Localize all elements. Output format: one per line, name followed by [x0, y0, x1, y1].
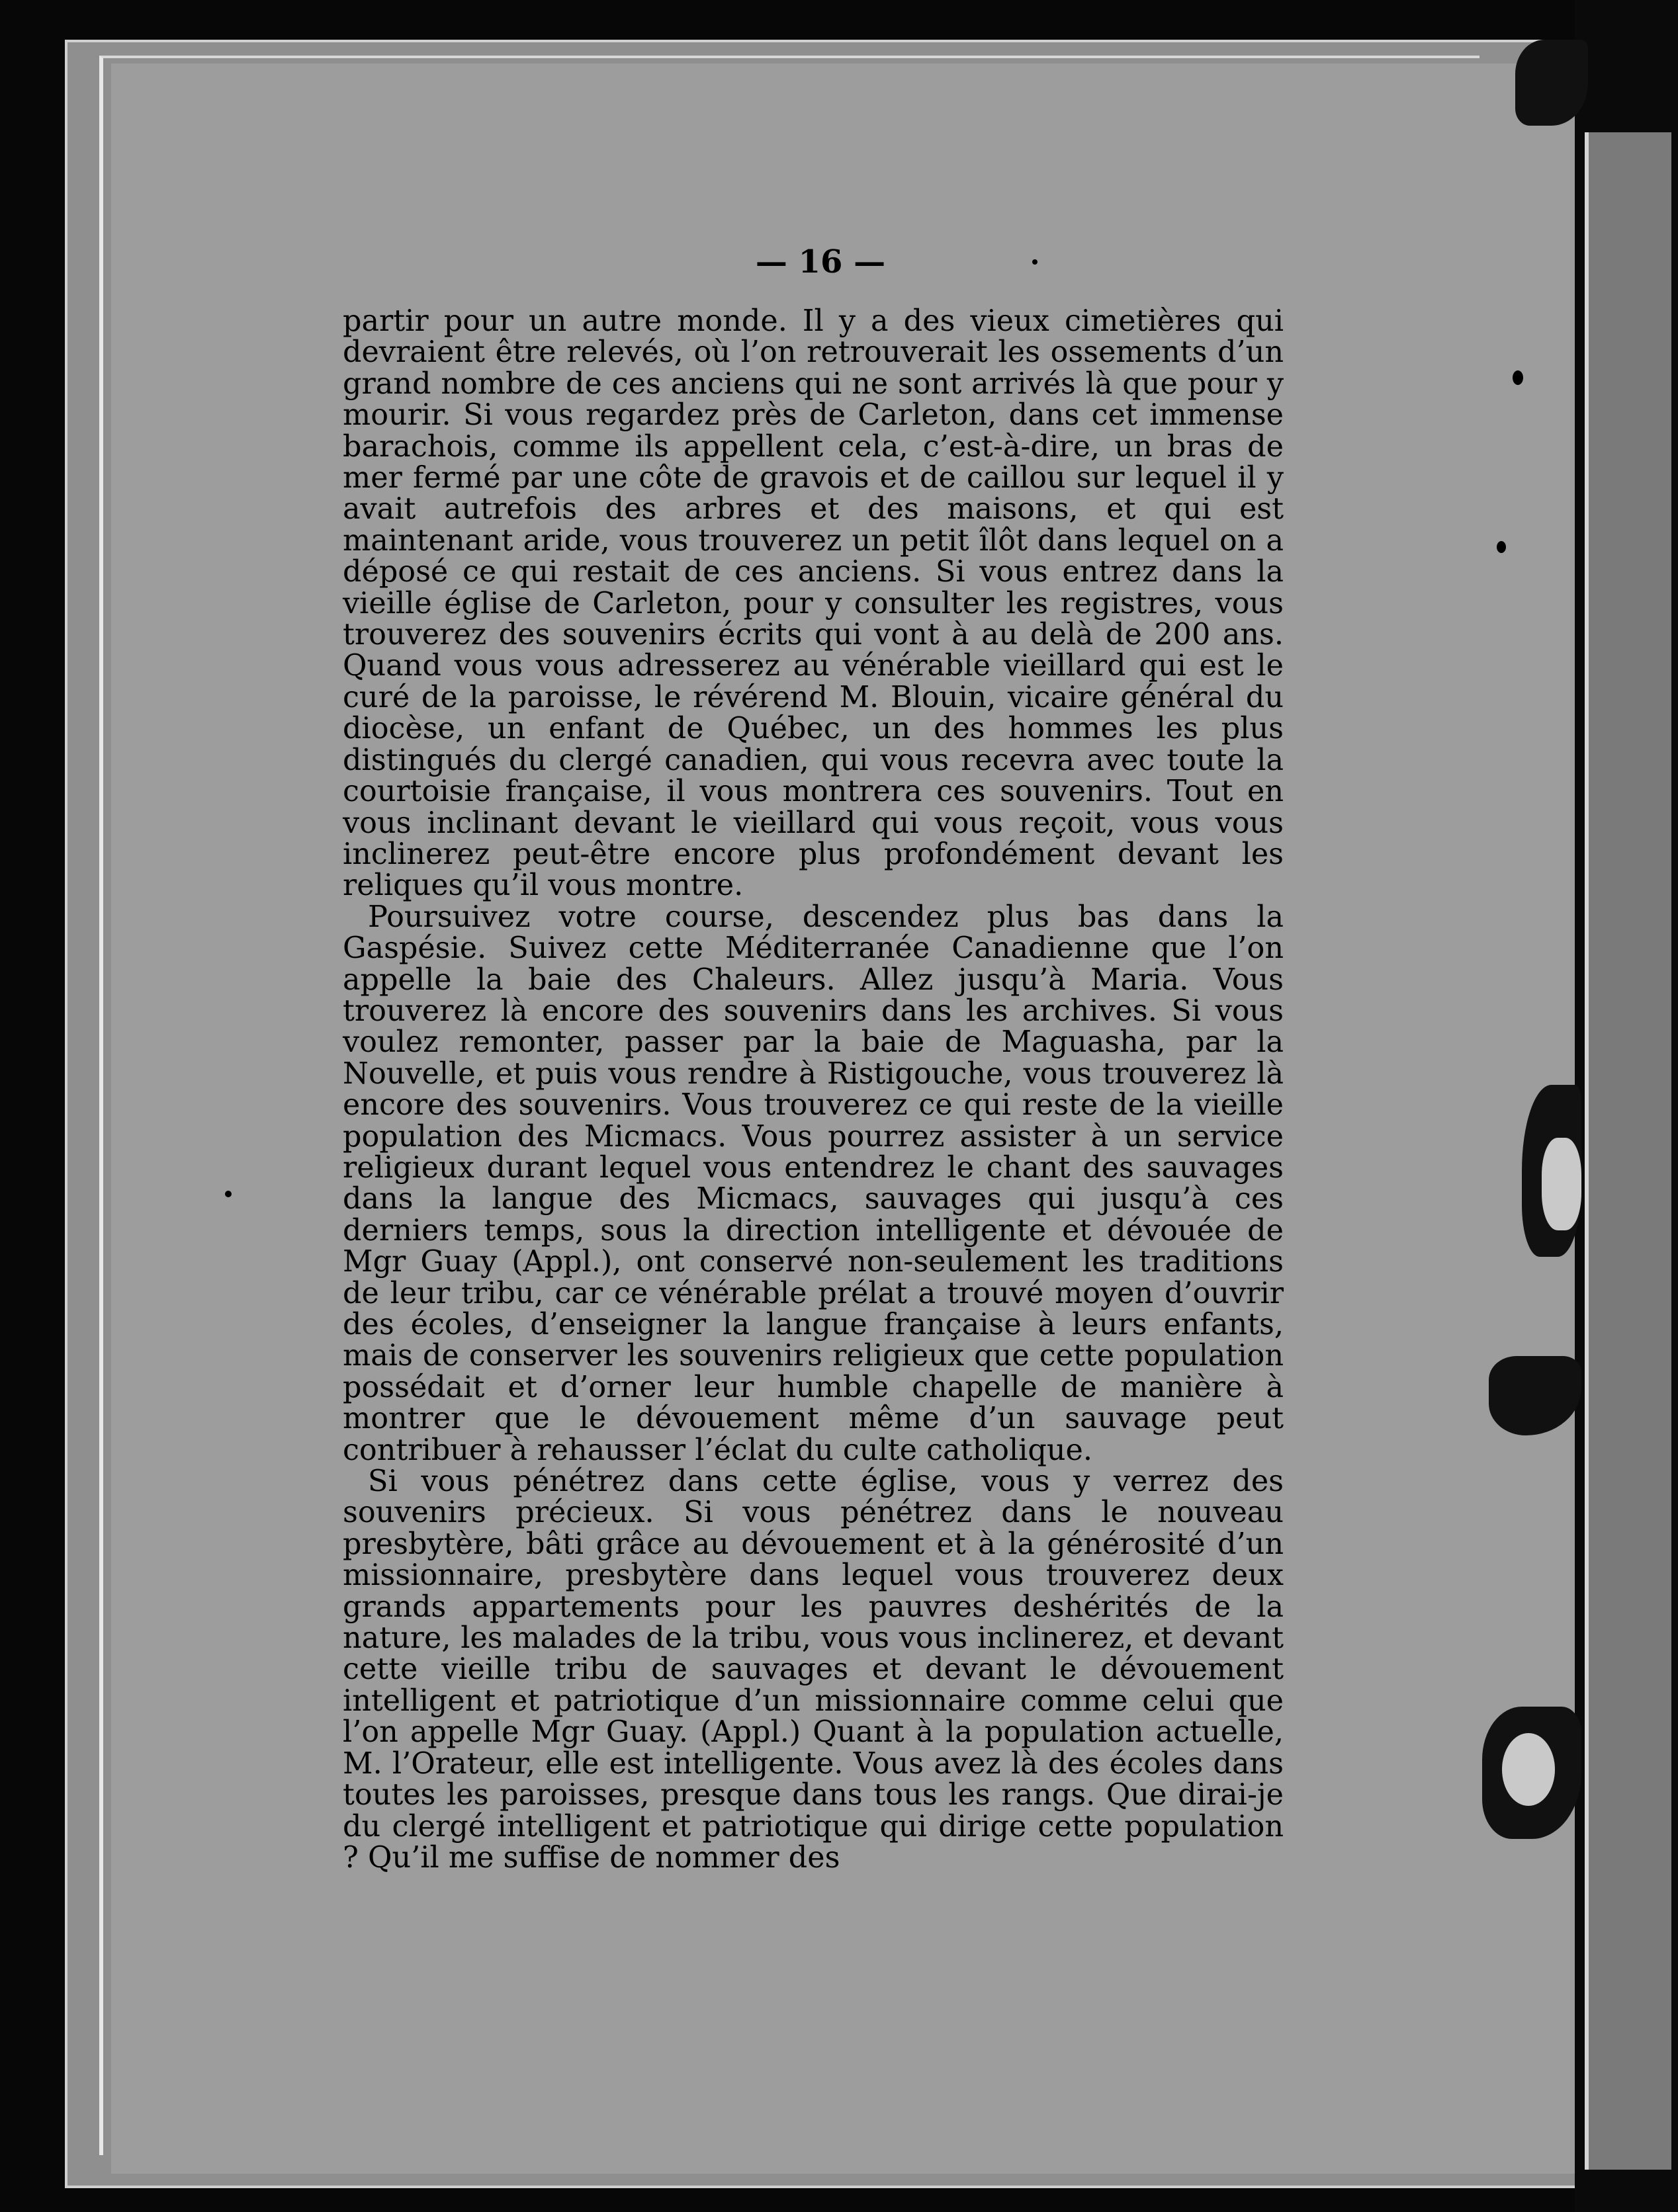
- paragraph: Poursuivez votre course, descendez plus bas dans la Gaspésie. Suivez cette Méditerranée Canadienne que l’on appelle la baie des Chaleurs. Allez jusqu’à Maria. Vous trouverez là encore des souvenirs dans les archives. Si vous voulez remonter, passer par la baie de Maguasha, par la Nouvelle, et puis vous rendre à Ristigouche, vous trouverez là encore des souvenirs. Vous trouverez ce qui reste de la vieille population des Micmacs. Vous pourrez assister à un service religieux durant lequel vous entendrez le chant des sauvages dans la langue des Micmacs, sauvages qui jusqu’à ces derniers temps, sous la direction intelligente et dévouée de Mgr Guay (Appl.), ont conservé non-seulement les traditions de leur tribu, car ce vénérable prélat a trouvé moyen d’ouvrir des écoles, d’enseigner la langue française à leurs enfants, mais de conserver les souvenirs religieux que cette population possédait et d’orner leur humble chapelle de manière à montrer que le dévouement même d’un sauvage peut contribuer à rehausser l’éclat du culte catholique.: [343, 900, 1284, 1467]
- tear-mark: [1515, 40, 1588, 126]
- page-number: — 16 —: [755, 243, 886, 280]
- ink-speck: [1497, 541, 1506, 553]
- adjacent-page-edge: [1585, 132, 1671, 2170]
- ink-speck: [1513, 370, 1523, 385]
- ink-speck: [1032, 259, 1038, 265]
- tear-mark: [1502, 1733, 1555, 1806]
- body-text: [343, 306, 1284, 1873]
- paragraph: Si vous pénétrez dans cette église, vous y verrez des souvenirs précieux. Si vous pénétrez dans le nouveau presbytère, bâti grâce au dévouement et à la générosité d’un missionnaire, presbytère dans lequel vous trouverez deux grands appartements pour les pauvres deshérités de la nature, les malades de la tribu, vous vous inclinerez, et devant cette vieille tribu de sauvages et devant le dévouement intelligent et patriotique d’un missionnaire comme celui que l’on appelle Mgr Guay. (Appl.) Quant à la population actuelle, M. l’Orateur, elle est intelligente. Vous avez là des écoles dans toutes les paroisses, presque dans tous les rangs. Que dirai-je du clergé intelligent et patriotique qui dirige cette population ? Qu’il me suffise de nommer des: [343, 1465, 1284, 1875]
- tear-mark: [1542, 1138, 1581, 1230]
- ink-speck: [225, 1191, 232, 1197]
- paragraph: partir pour un autre monde. Il y a des vieux cimetières qui devraient être relevés, où l’on retrouverait les ossements d’un grand nombre de ces anciens qui ne sont arrivés là que pour y mourir. Si vous regardez près de Carleton, dans cet immense barachois, comme ils appellent cela, c’est-à-dire, un bras de mer fermé par une côte de gravois et de caillou sur lequel il y avait autrefois des arbres et des maisons, et qui est maintenant aride, vous trouverez un petit îlôt dans lequel on a déposé ce qui restait de ces anciens. Si vous entrez dans la vieille église de Carleton, pour y consulter les registres, vous trouverez des souvenirs écrits qui vont à au delà de 200 ans. Quand vous vous adresserez au vénérable vieillard qui est le curé de la paroisse, le révérend M. Blouin, vicaire général du diocèse, un enfant de Québec, un des hommes les plus distingués du clergé canadien, qui vous recevra avec toute la courtoisie française, il vous montrera ces souvenirs. Tout en vous inclinant devant le vieillard qui vous reçoit, vous vous inclinerez peut-être encore plus profondément devant les reliques qu’il vous montre.: [343, 304, 1284, 903]
